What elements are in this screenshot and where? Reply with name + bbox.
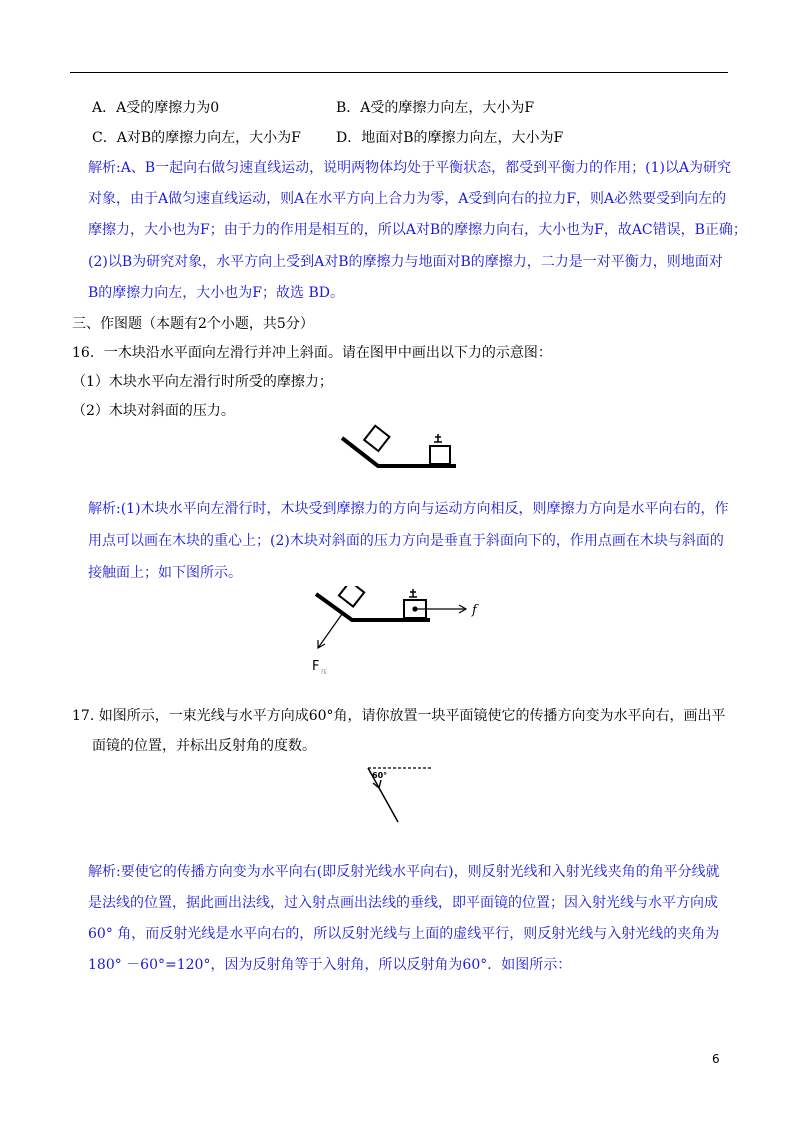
motion-mark (434, 434, 442, 442)
block-on-incline (364, 426, 389, 451)
q17-analysis-line: 180° －60°=120°，因为反射角等于入射角，所以反射角为60°．如图所示： (88, 957, 572, 973)
q17-figure (360, 760, 440, 828)
q17-stem-cont: 面镜的位置，并标出反射角的度数。 (92, 738, 316, 754)
pressure-label: F (312, 659, 320, 674)
option-a: A．A受的摩擦力为0 (92, 100, 220, 116)
q16-analysis-line: 用点可以画在木块的重心上；(2)木块对斜面的压力方向是垂直于斜面向下的，作用点画在木块与斜面的 (88, 533, 724, 549)
q17-analysis-line: 解析:要使它的传播方向变为水平向右(即反射光线水平向右)，则反射光线和入射光线夹角的角平分线就 (88, 864, 720, 880)
q17-analysis-line: 60° 角，而反射光线是水平向右的，所以反射光线与上面的虚线平行，则反射光线与入射光线的夹角为 (88, 926, 720, 942)
q16-stem: 16．一木块沿水平面向左滑行并冲上斜面。请在图甲中画出以下力的示意图： (72, 345, 552, 361)
pressure-label-sub: 压 (321, 669, 328, 676)
page-number: 6 (712, 1052, 720, 1066)
q16-item-1: （1）木块水平向左滑行时所受的摩擦力； (72, 374, 333, 390)
analysis15-line: 摩擦力，大小也为F；由于力的作用是相互的，所以A对B的摩擦力向右，大小也为F，故AC错误，B正确； (88, 222, 747, 238)
option-c: C．A对B的摩擦力向左，大小为F (92, 130, 301, 146)
analysis15-line: 对象，由于A做匀速直线运动，则A在水平方向上合力为零，A受到向右的拉力F，则A必然要受到向左的 (88, 191, 727, 207)
pressure-arrow (318, 614, 342, 648)
q16-item-2: （2）木块对斜面的压力。 (72, 403, 235, 419)
q17-analysis-line: 是法线的位置，据此画出法线，过入射点画出法线的垂线，即平面镜的位置；因入射光线与水平方向成 (88, 895, 718, 911)
q16-figure (338, 420, 462, 472)
analysis15-line: B的摩擦力向左，大小也为F；故选 BD。 (88, 285, 344, 301)
q16-analysis-line: 接触面上；如下图所示。 (88, 565, 242, 581)
section-heading: 三、作图题（本题有2个小题，共5分） (72, 316, 314, 332)
q17-stem: 17. 如图所示，一束光线与水平方向成60°角，请你放置一块平面镜使它的传播方向变为水平向右，画出平 (72, 708, 726, 724)
angle-label: 60° (372, 771, 388, 780)
motion-mark (409, 589, 417, 597)
option-d: D．地面对B的摩擦力向左，大小为F (336, 130, 564, 146)
analysis15-line: (2)以B为研究对象，水平方向上受到A对B的摩擦力与地面对B的摩擦力，二力是一对平衡力，则地面对 (88, 254, 723, 270)
header-rule (70, 72, 728, 73)
analysis15-line: 解析:A、B一起向右做匀速直线运动，说明两物体均处于平衡状态，都受到平衡力的作用；(1)以A为研究 (88, 160, 732, 176)
block-on-floor (430, 446, 450, 464)
q16-answer-figure (306, 586, 496, 678)
q16-analysis-line: 解析:(1)木块水平向左滑行时，木块受到摩擦力的方向与运动方向相反，则摩擦力方向是水平向右的，作 (88, 501, 729, 517)
option-b: B．A受的摩擦力向左，大小为F (336, 100, 535, 116)
friction-label: f (472, 603, 477, 618)
block-on-incline (339, 586, 364, 607)
